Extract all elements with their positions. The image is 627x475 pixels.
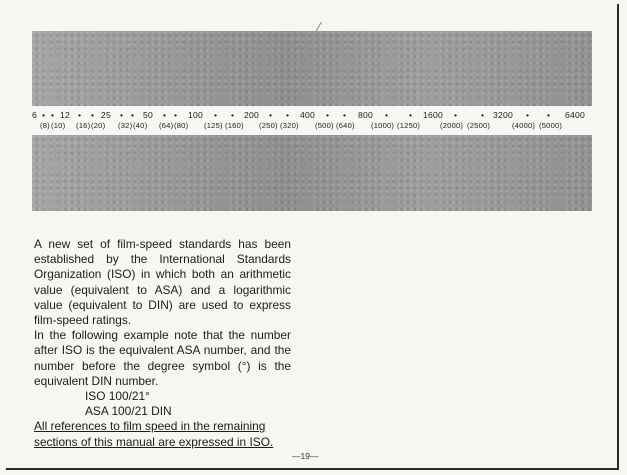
scale-dot: • (526, 110, 530, 120)
asa-value: 3200 (493, 110, 513, 120)
intermediate-value: (2500) (467, 121, 491, 130)
asa-value: 100 (188, 110, 203, 120)
scale-dot: • (454, 110, 458, 120)
example-iso: ISO 100/21° (85, 389, 150, 404)
scale-dot: • (163, 110, 167, 120)
intermediate-value: (10) (51, 121, 66, 130)
iso-reference-note (34, 419, 291, 449)
paragraph-iso-intro: A new set of film-speed standards has been established by the International Standards Organization (ISO) in which both an arithmetic value (equivalent to ASA) and a logarithmic value (equivalent to DIN) are used to express film-speed ratings. (34, 237, 291, 328)
intermediate-value: (1000) (371, 121, 395, 130)
intermediate-value: (160) (225, 121, 244, 130)
film-speed-dial-band-top (32, 31, 592, 106)
scale-dot: • (343, 110, 347, 120)
intermediate-value: (2000) (440, 121, 464, 130)
iso-reference-note-text: All references to film speed in the remaining sections of this manual are expressed in ISO. (34, 419, 274, 449)
intermediate-value: (250) (259, 121, 278, 130)
example-asa: ASA 100/21 DIN (85, 404, 172, 419)
asa-value: 6 (32, 110, 37, 120)
scale-dot: • (326, 110, 330, 120)
intermediate-value: (1250) (397, 121, 421, 130)
asa-value: 400 (300, 110, 315, 120)
scale-dot: • (214, 110, 218, 120)
film-speed-dial-band-bottom (32, 135, 592, 211)
intermediate-value: (320) (280, 121, 299, 130)
asa-value: 50 (143, 110, 153, 120)
intermediate-value: (40) (133, 121, 148, 130)
scale-dot: • (481, 110, 485, 120)
asa-value: 6400 (565, 110, 585, 120)
scale-dot: • (231, 110, 235, 120)
asa-value: 200 (244, 110, 259, 120)
page-number: —19— (292, 451, 319, 461)
scale-dot: • (286, 110, 290, 120)
scale-dot: • (91, 110, 95, 120)
intermediate-value: (125) (204, 121, 223, 130)
intermediate-value: (64) (159, 121, 174, 130)
intermediate-value: (20) (91, 121, 106, 130)
intermediate-value: (32) (118, 121, 133, 130)
scale-dot: • (120, 110, 124, 120)
scale-dot: • (78, 110, 82, 120)
intermediate-value: (80) (174, 121, 189, 130)
intermediate-value: (8) (40, 121, 50, 130)
scale-dot: • (131, 110, 135, 120)
paragraph-iso-example-note: In the following example note that the number after ISO is the equivalent ASA number, and the number before the degree symbol (°) is the equivalent DIN number. (34, 328, 291, 388)
scale-dot: • (269, 110, 273, 120)
scale-dot: • (42, 110, 46, 120)
asa-value: 12 (60, 110, 70, 120)
scale-dot: • (174, 110, 178, 120)
asa-value: 1600 (423, 110, 443, 120)
asa-value: 800 (358, 110, 373, 120)
body-text (34, 237, 291, 450)
intermediate-value: (4000) (512, 121, 536, 130)
scale-dot: • (547, 110, 551, 120)
intermediate-value: (5000) (539, 121, 563, 130)
scale-dot: • (51, 110, 55, 120)
intermediate-value: (640) (336, 121, 355, 130)
intermediate-value: (500) (315, 121, 334, 130)
intermediate-value: (16) (76, 121, 91, 130)
scale-dot: • (385, 110, 389, 120)
scale-dot: • (409, 110, 413, 120)
asa-value: 25 (101, 110, 111, 120)
